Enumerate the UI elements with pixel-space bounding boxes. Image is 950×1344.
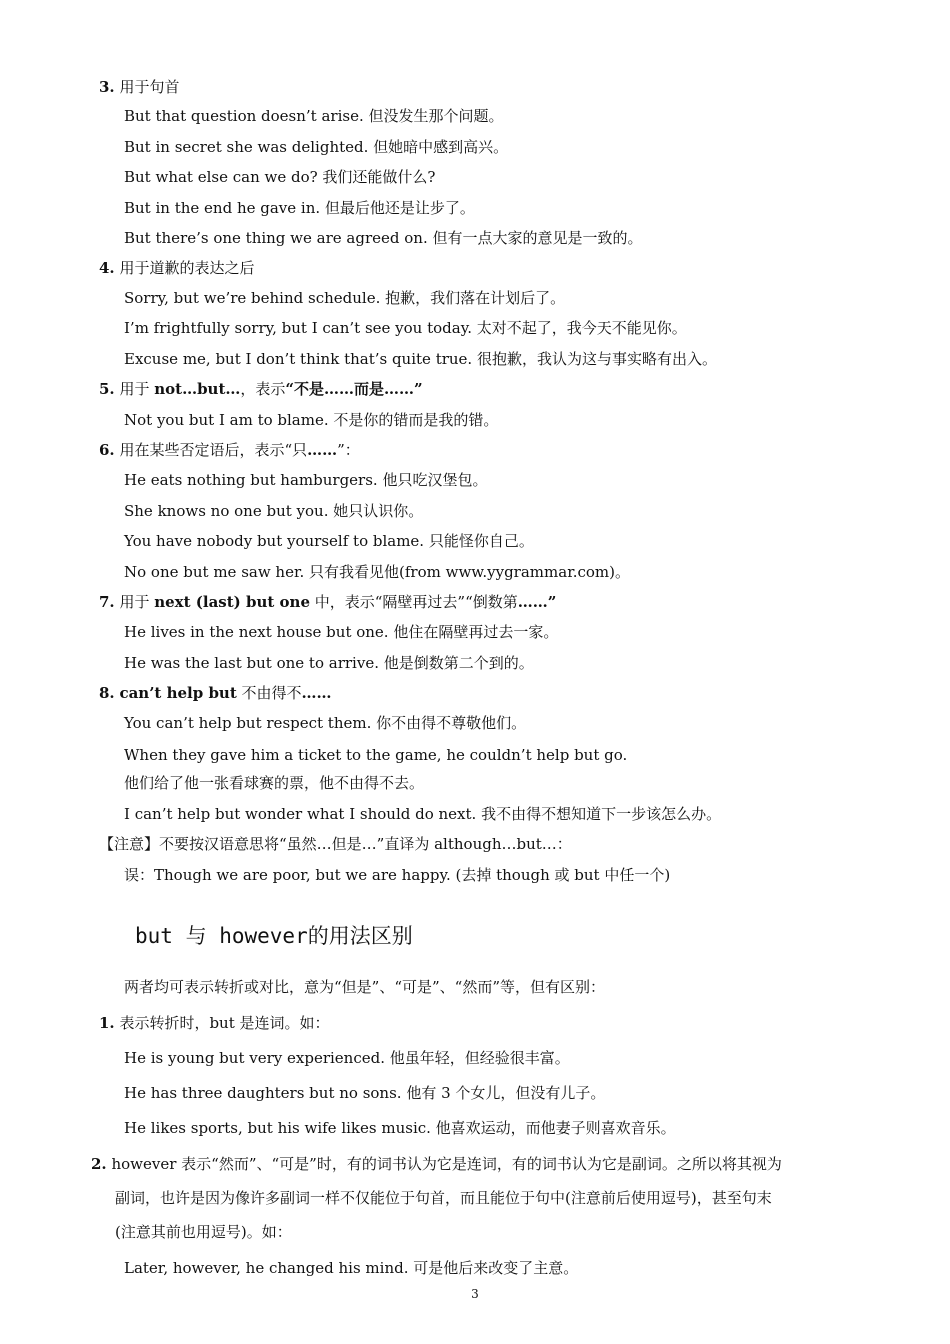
note-example: 误：Though we are poor, but we are happy. (去掉 though 或 but 中任一个) [124,866,671,884]
note-line: 【注意】不要按汉语意思将“虽然…但是…”直译为 although…but…： [99,835,572,853]
example-sentence: Sorry, but we’re behind schedule. 抱歉，我们落在计划后了。 [124,289,566,307]
section-number: 7. [99,593,115,611]
example-sentence: He was the last but one to arrive. 他是倒数第二个到的。 [124,654,534,672]
section-title-meaning: “不是……而是……” [285,380,423,398]
section-6-heading [99,440,360,460]
section-title-keyword: not…but… [154,380,241,398]
section-title: 中，表示“隔壁再过去”“倒数第 [309,593,518,611]
intro-paragraph: 两者均可表示转折或对比，意为“但是”、“可是”、“然而”等，但有区别： [124,978,606,996]
heading-cjk: 的用法区别 [307,924,413,948]
example-sentence: You can’t help but respect them. 你不由得不尊敬他们。 [124,714,527,732]
example-sentence: He has three daughters but no sons. 他有 3 个女儿，但没有儿子。 [124,1084,606,1102]
example-sentence: He is young but very experienced. 他虽年轻，但经验很丰富。 [124,1049,570,1067]
section-number: 1. [99,1014,115,1032]
page-number: 3 [471,1287,479,1301]
section-number: 2. [91,1155,107,1173]
section-5-heading [99,379,423,399]
section-number: 4. [99,259,115,277]
section-number: 8. [99,684,115,702]
example-translation: 他们给了他一张看球赛的票，他不由得不去。 [124,774,425,792]
section-number: 6. [99,441,115,459]
section-title: ”： [337,441,360,459]
example-sentence: Excuse me, but I don’t think that’s quite true. 很抱歉，我认为这与事实略有出入。 [124,350,717,368]
section-4-heading [99,258,254,278]
section-number: 5. [99,380,115,398]
section-title: 用于 [119,593,155,611]
heading-latin: but 与 however [135,924,308,948]
example-sentence: But what else can we do? 我们还能做什么? [124,168,436,186]
section-title: ，表示 [240,380,286,398]
section-3-heading [99,77,179,97]
difference-2-paragraph [91,1154,782,1174]
example-sentence: He lives in the next house but one. 他住在隔壁再过去一家。 [124,623,559,641]
section-title: 表示转折时，but 是连词。如： [119,1014,330,1032]
section-title-keyword: can’t help but [119,684,237,702]
example-sentence: He likes sports, but his wife likes music. 他喜欢运动，而他妻子则喜欢音乐。 [124,1119,676,1137]
section-title: 用于 [119,380,155,398]
example-sentence: When they gave him a ticket to the game, he couldn’t help but go. [124,746,628,764]
example-sentence: But that question doesn’t arise. 但没发生那个问题。 [124,107,504,125]
section-number: 3. [99,78,115,96]
section-heading [135,923,413,949]
section-title-ellipsis: ……” [517,593,557,611]
example-sentence: He eats nothing but hamburgers. 他只吃汉堡包。 [124,471,488,489]
section-title: 不由得不 [236,684,302,702]
section-title-ellipsis: …… [307,441,338,459]
section-title: 用于句首 [119,78,180,96]
example-sentence: Later, however, he changed his mind. 可是他后来改变了主意。 [124,1259,579,1277]
section-7-heading [99,592,556,612]
example-sentence: But in secret she was delighted. 但她暗中感到高兴。 [124,138,509,156]
example-sentence: But in the end he gave in. 但最后他还是让步了。 [124,199,475,217]
section-title: 用在某些否定语后，表示“只 [119,441,308,459]
example-sentence: She knows no one but you. 她只认识你。 [124,502,424,520]
example-sentence: No one but me saw her. 只有我看见他(from www.yygrammar.com)。 [124,563,630,581]
section-title-ellipsis: …… [301,684,332,702]
paragraph-line: 副词，也许是因为像许多副词一样不仅能位于句首，而且能位于句中(注意前后使用逗号)，甚至句末 [115,1189,772,1207]
example-sentence: You have nobody but yourself to blame. 只能怪你自己。 [124,532,534,550]
section-8-heading [99,683,332,703]
paragraph-line: (注意其前也用逗号)。如： [115,1223,292,1241]
example-sentence: I’m frightfully sorry, but I can’t see you today. 太对不起了，我今天不能见你。 [124,319,687,337]
difference-1-heading [99,1013,330,1033]
example-sentence: Not you but I am to blame. 不是你的错而是我的错。 [124,411,499,429]
section-title: 用于道歉的表达之后 [119,259,255,277]
example-sentence: I can’t help but wonder what I should do next. 我不由得不想知道下一步该怎么办。 [124,805,722,823]
paragraph-line: however 表示“然而”、“可是”时，有的词书认为它是连词，有的词书认为它是副词。之所以将其视为 [111,1155,782,1173]
example-sentence: But there’s one thing we are agreed on. 但有一点大家的意见是一致的。 [124,229,643,247]
section-title-keyword: next (last) but one [154,593,310,611]
